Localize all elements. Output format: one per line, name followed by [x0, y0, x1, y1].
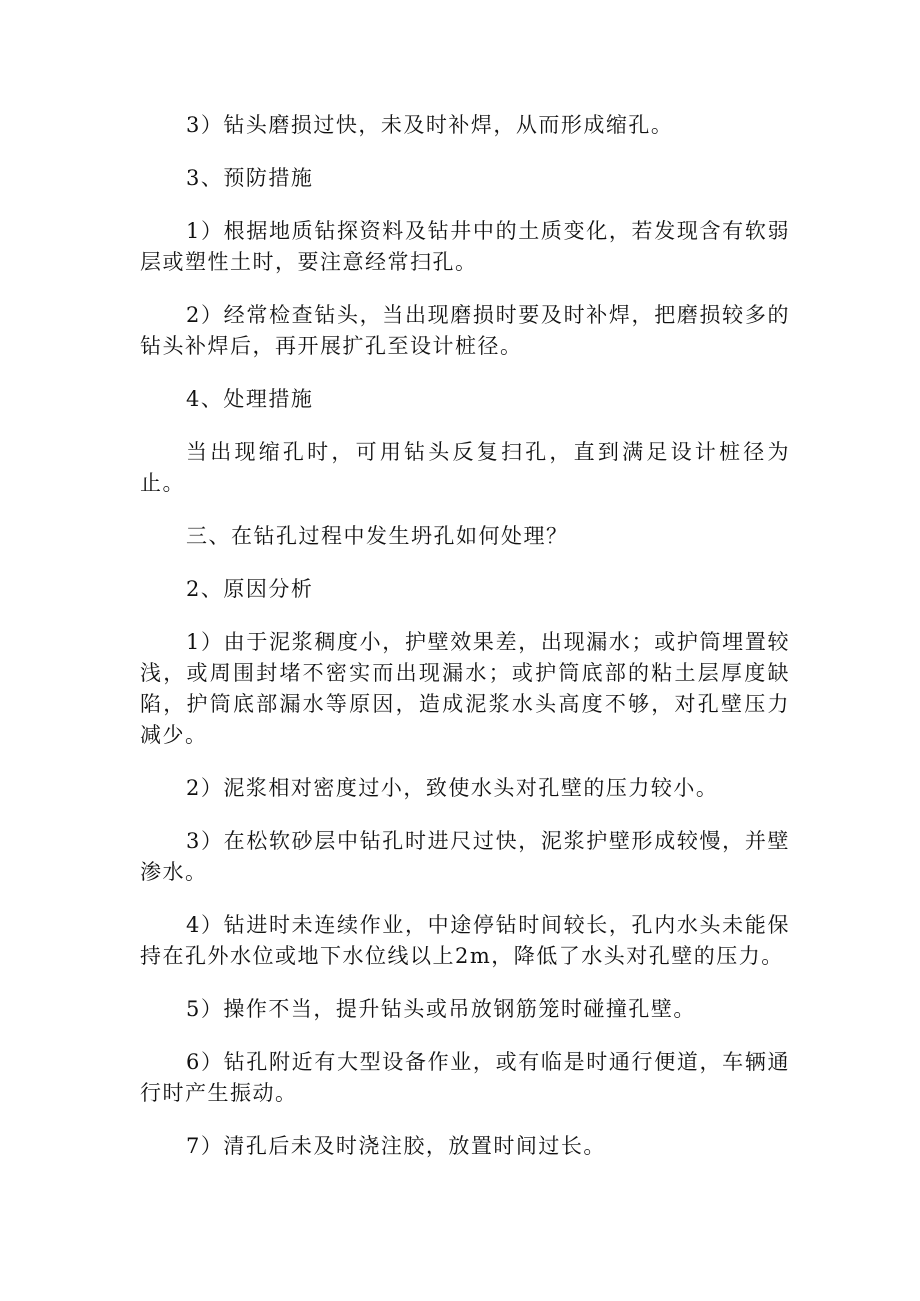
paragraph-cause-3: 3）钻头磨损过快，未及时补焊，从而形成缩孔。 — [186, 113, 674, 137]
paragraph-collapse-cause-1: 1）由于泥浆稠度小，护壁效果差，出现漏水；或护筒埋置较浅，或周围封堵不密实而出现漏水；或护筒底部的粘土层厚度缺陷，护筒底部漏水等原因，造成泥浆水头高度不够，对孔壁压力减少。 — [140, 630, 790, 747]
paragraph-treatment: 当出现缩孔时，可用钻头反复扫孔，直到满足设计桩径为止。 — [140, 440, 790, 495]
paragraph-collapse-cause-4: 4）钻进时未连续作业，中途停钻时间较长，孔内水头未能保持在孔外水位或地下水位线以上2m，降低了水头对孔壁的压力。 — [140, 913, 790, 968]
paragraph-prevention-2: 2）经常检查钻头，当出现磨损时要及时补焊，把磨损较多的钻头补焊后，再开展扩孔至设计桩径。 — [140, 303, 790, 358]
document-body — [140, 110, 790, 1184]
section-heading-treatment: 4、处理措施 — [186, 387, 314, 411]
paragraph-collapse-cause-5: 5）操作不当，提升钻头或吊放钢筋笼时碰撞孔壁。 — [186, 997, 696, 1021]
paragraph-prevention-1: 1）根据地质钻探资料及钻井中的土质变化，若发现含有软弱层或塑性土时，要注意经常扫孔。 — [140, 219, 790, 274]
paragraph-collapse-cause-3: 3）在松软砂层中钻孔时进尺过快，泥浆护壁形成较慢，并壁渗水。 — [140, 829, 790, 884]
paragraph-collapse-cause-6: 6）钻孔附近有大型设备作业，或有临是时通行便道，车辆通行时产生振动。 — [140, 1050, 790, 1105]
section-heading-cause-analysis: 2、原因分析 — [186, 577, 314, 601]
section-heading-collapse: 三、在钻孔过程中发生坍孔如何处理？ — [186, 524, 569, 548]
paragraph-collapse-cause-2: 2）泥浆相对密度过小，致使水头对孔壁的压力较小。 — [186, 776, 719, 800]
paragraph-collapse-cause-7: 7）清孔后未及时浇注胶，放置时间过长。 — [186, 1134, 606, 1158]
section-heading-prevention: 3、预防措施 — [186, 166, 314, 190]
